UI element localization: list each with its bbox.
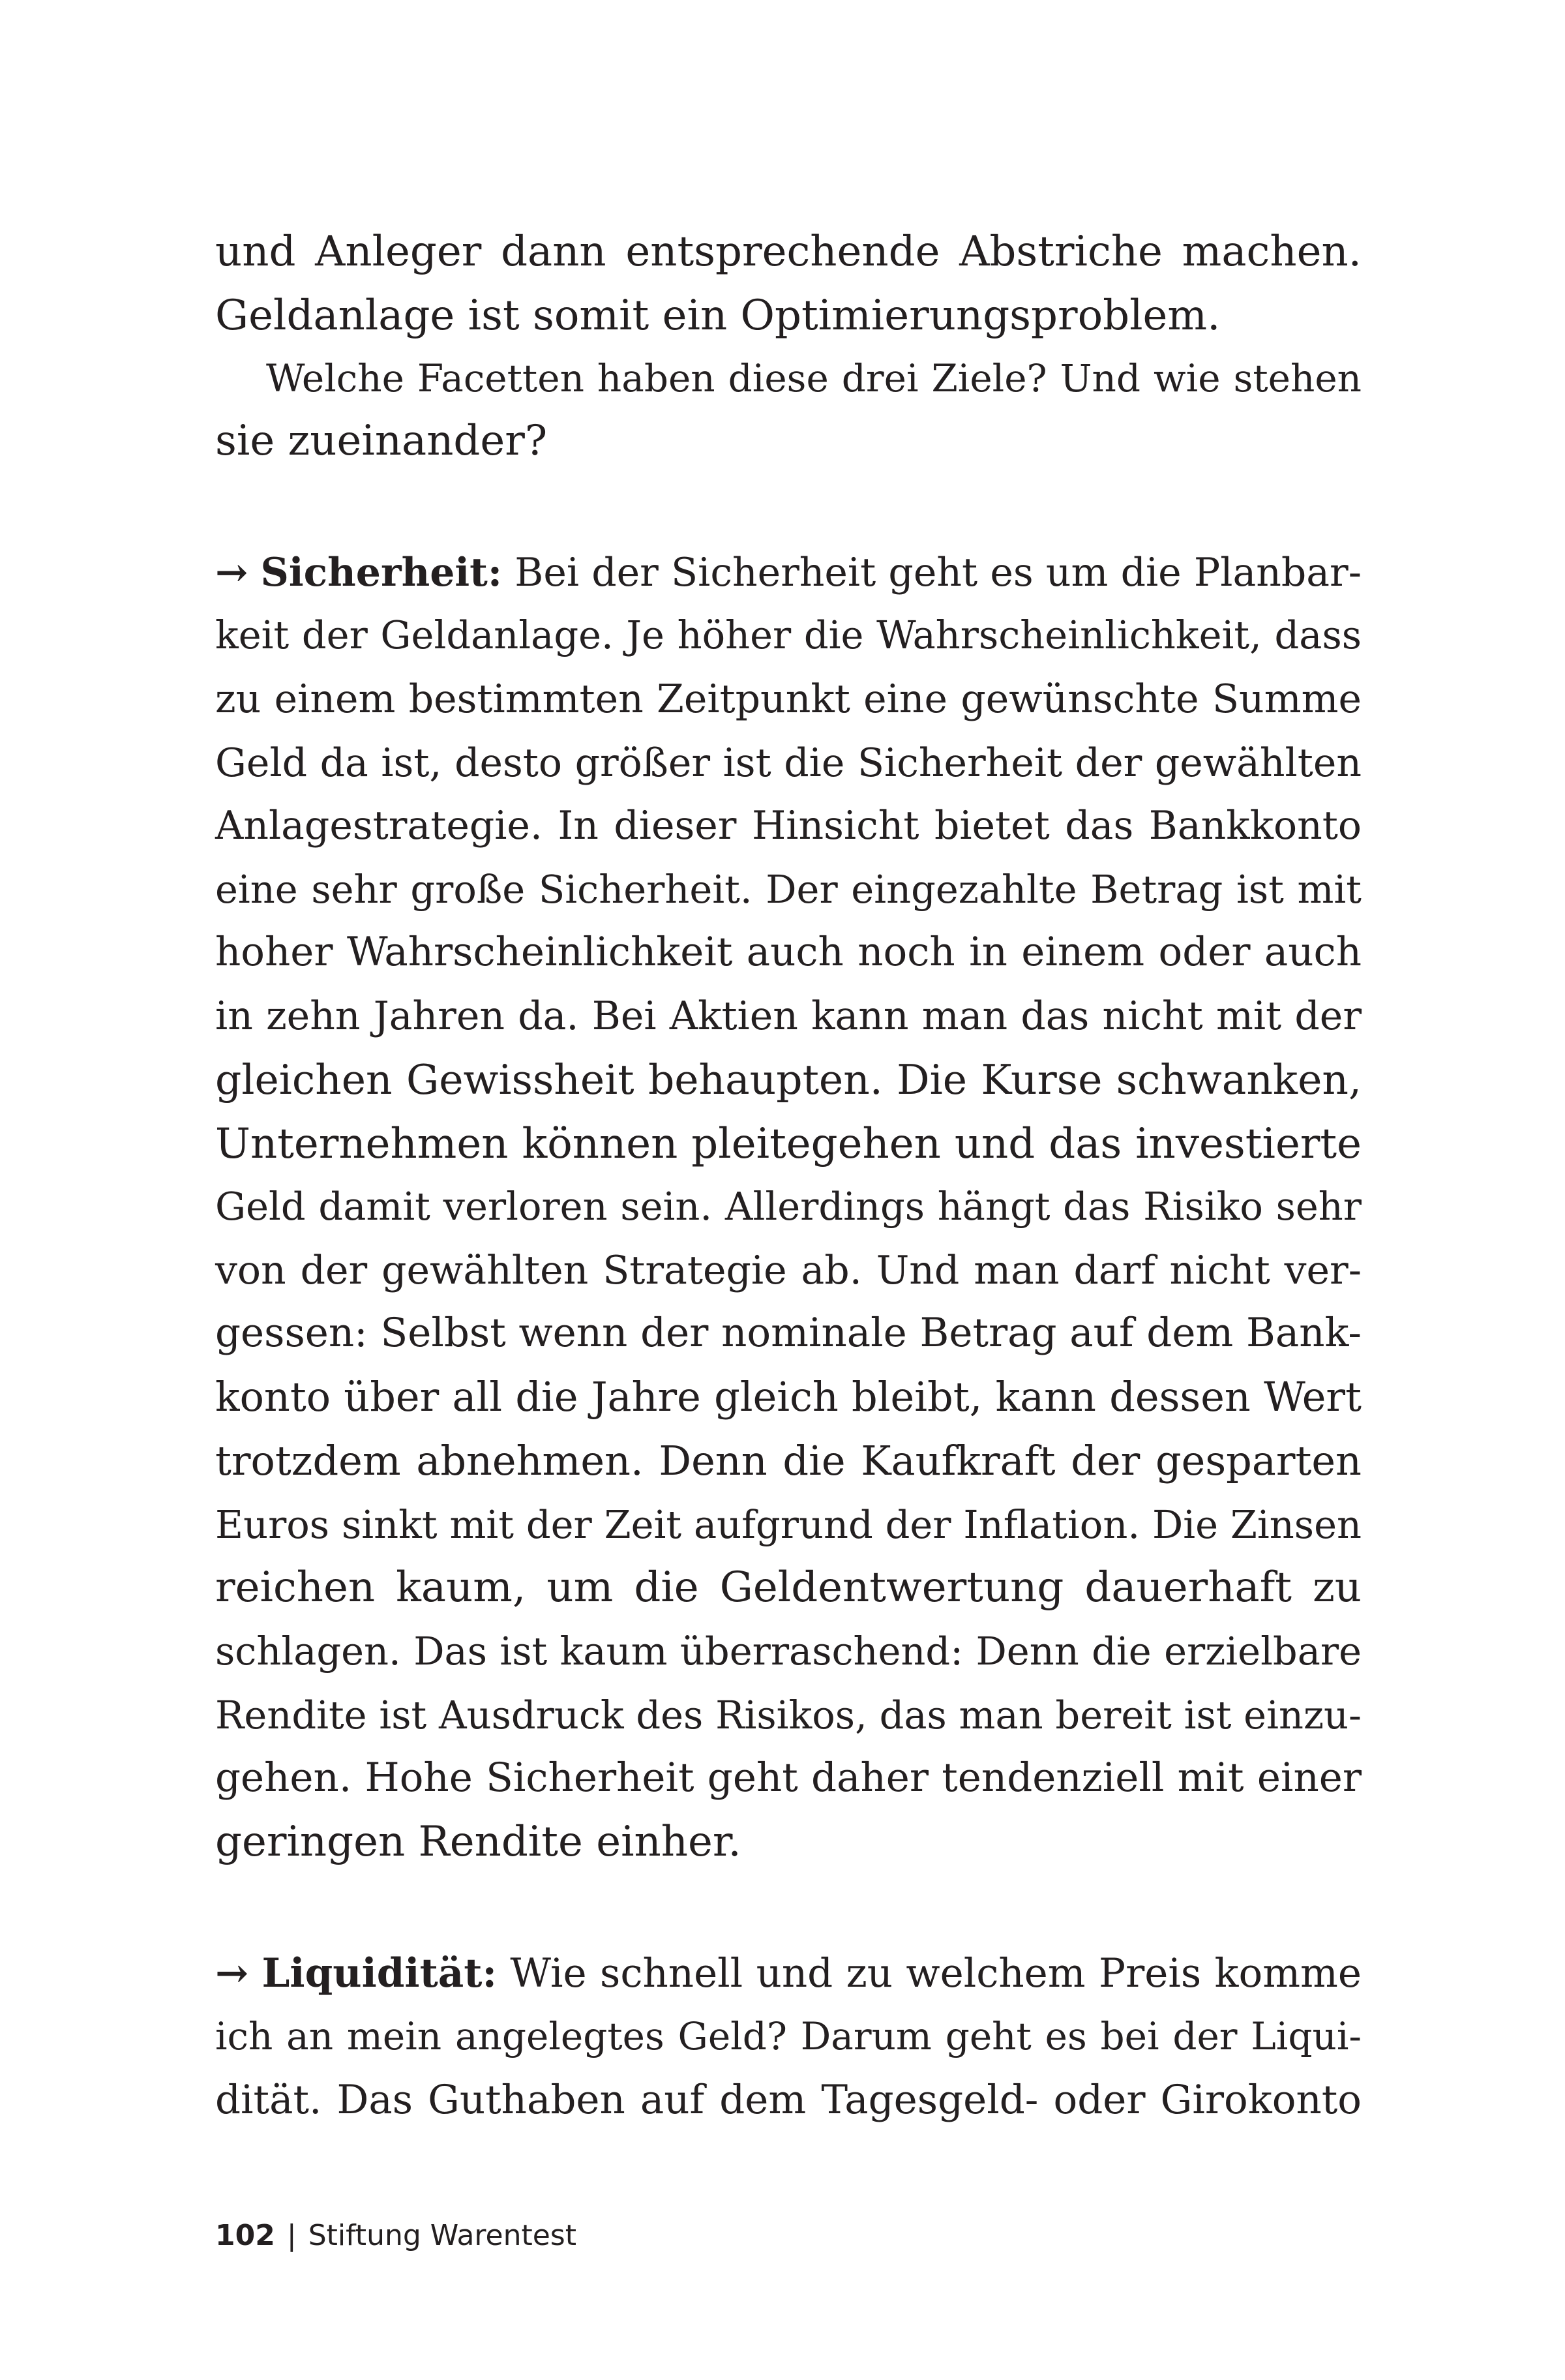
body-text-line: ich an mein angelegtes Geld? Darum geht es bei der Liqui- xyxy=(215,2014,1362,2058)
body-text-line: Anlagestrategie. In dieser Hinsicht bietet das Bankkonto xyxy=(215,803,1362,849)
body-text-line: gessen: Selbst wenn der nominale Betrag auf dem Bank- xyxy=(215,1310,1362,1356)
body-text-line: hoher Wahrscheinlichkeit auch noch in einem oder auch xyxy=(215,929,1362,975)
arrow-right-icon: → xyxy=(215,550,248,595)
body-text-line: Geldanlage ist somit ein Optimierungsproblem. xyxy=(215,292,1221,340)
body-text-line: sie zueinander? xyxy=(215,417,548,465)
body-text-line: Geld da ist, desto größer ist die Sicherheit der gewählten xyxy=(215,740,1362,786)
arrow-right-icon: → xyxy=(215,1950,249,1996)
body-text-line: Unternehmen können pleitegehen und das investierte xyxy=(215,1120,1362,1168)
body-text-line: Welche Facetten haben diese drei Ziele? Und wie stehen xyxy=(266,356,1362,400)
sicherheit-first-line xyxy=(215,541,1362,604)
body-text-line: konto über all die Jahre gleich bleibt, kann dessen Wert xyxy=(215,1373,1362,1421)
body-text-line: in zehn Jahren da. Bei Aktien kann man das nicht mit der xyxy=(215,993,1362,1039)
body-text-segment: Bei der Sicherheit geht es um die Planbar- xyxy=(502,550,1362,595)
body-text-line: und Anleger dann entsprechende Abstriche machen. xyxy=(215,228,1362,276)
body-text-line: geringen Rendite einher. xyxy=(215,1818,741,1866)
body-text-line: Euros sinkt mit der Zeit aufgrund der Inflation. Die Zinsen xyxy=(215,1502,1362,1547)
body-text-line: Geld damit verloren sein. Allerdings hängt das Risiko sehr xyxy=(215,1184,1362,1229)
body-text-line: von der gewählten Strategie ab. Und man darf nicht ver- xyxy=(215,1248,1362,1293)
page-footer xyxy=(215,2216,576,2255)
liquiditaet-first-line xyxy=(215,1942,1362,2005)
body-text-line: reichen kaum, um die Geldentwertung dauerhaft zu xyxy=(215,1563,1362,1612)
body-text-line: gehen. Hohe Sicherheit geht daher tendenziell mit einer xyxy=(215,1755,1362,1801)
body-text-line: schlagen. Das ist kaum überraschend: Denn die erzielbare xyxy=(215,1629,1362,1674)
page-number: 102 xyxy=(215,2219,275,2252)
term-liquiditaet: Liquidität: xyxy=(261,1950,497,1996)
body-text-line: Rendite ist Ausdruck des Risikos, das man bereit ist einzu- xyxy=(215,1693,1362,1738)
body-text-line: zu einem bestimmten Zeitpunkt eine gewünschte Summe xyxy=(215,676,1362,722)
body-text-line: dität. Das Guthaben auf dem Tagesgeld- oder Girokonto xyxy=(215,2077,1362,2123)
body-text-line: keit der Geldanlage. Je höher die Wahrscheinlichkeit, dass xyxy=(215,612,1362,657)
body-text-line: gleichen Gewissheit behaupten. Die Kurse schwanken, xyxy=(215,1056,1362,1104)
publisher-name: Stiftung Warentest xyxy=(308,2219,576,2252)
footer-separator: | xyxy=(286,2219,297,2252)
body-text-segment: Wie schnell und zu welchem Preis komme xyxy=(497,1950,1362,1996)
body-text-line: eine sehr große Sicherheit. Der eingezahlte Betrag ist mit xyxy=(215,867,1362,912)
term-sicherheit: Sicherheit: xyxy=(260,550,503,595)
body-text-line: trotzdem abnehmen. Denn die Kaufkraft der gesparten xyxy=(215,1437,1362,1484)
